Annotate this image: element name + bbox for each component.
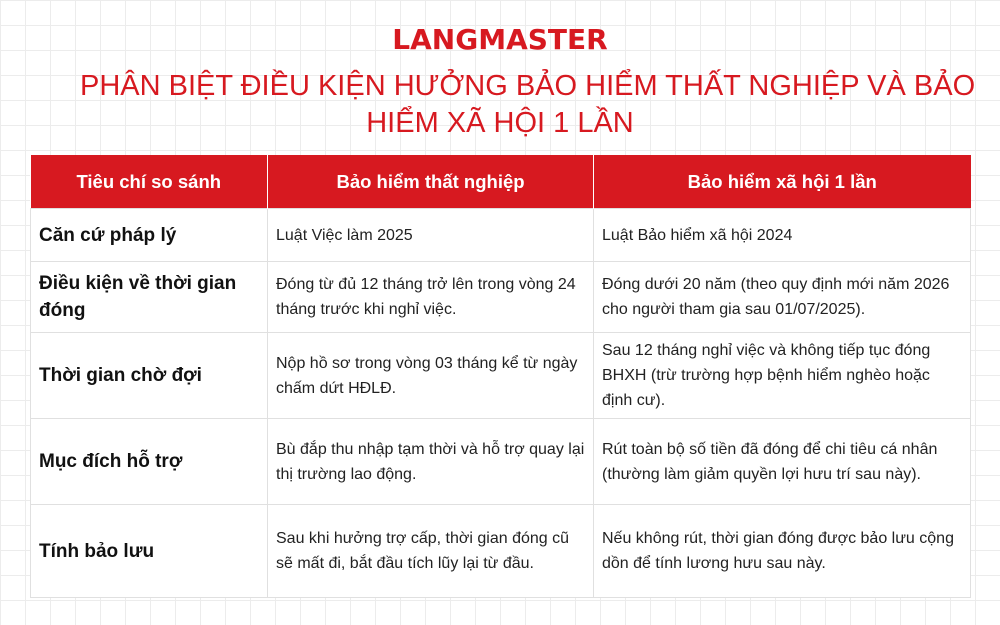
table-row — [31, 209, 971, 262]
row-unemployment-cell: Bù đắp thu nhập tạm thời và hỗ trợ quay lại thị trường lao động. — [268, 419, 594, 505]
row-one-time-cell: Rút toàn bộ số tiền đã đóng để chi tiêu cá nhân (thường làm giảm quyền lợi hưu trí sau này). — [594, 419, 971, 505]
row-one-time-cell: Sau 12 tháng nghỉ việc và không tiếp tục đóng BHXH (trừ trường hợp bệnh hiểm nghèo hoặc định cư). — [594, 333, 971, 419]
page-title-line-2: HIỂM XÃ HỘI 1 LẦN — [366, 107, 634, 139]
row-unemployment-cell: Đóng từ đủ 12 tháng trở lên trong vòng 24 tháng trước khi nghỉ việc. — [268, 262, 594, 333]
row-unemployment-cell: Luật Việc làm 2025 — [268, 209, 594, 262]
row-criterion: Căn cứ pháp lý — [31, 209, 268, 262]
row-one-time-cell: Nếu không rút, thời gian đóng được bảo lưu cộng dồn để tính lương hưu sau này. — [594, 505, 971, 598]
table-header-row — [31, 155, 971, 209]
row-criterion: Thời gian chờ đợi — [31, 333, 268, 419]
row-one-time-cell: Đóng dưới 20 năm (theo quy định mới năm 2026 cho người tham gia sau 01/07/2025). — [594, 262, 971, 333]
brand-logo: LANGMASTER — [392, 23, 608, 56]
header-unemployment-insurance: Bảo hiểm thất nghiệp — [268, 155, 594, 209]
comparison-table — [30, 155, 971, 598]
page-title — [80, 68, 976, 142]
table-row — [31, 505, 971, 598]
row-criterion: Điều kiện về thời gian đóng — [31, 262, 268, 333]
table-row — [31, 333, 971, 419]
header-criterion: Tiêu chí so sánh — [31, 155, 268, 209]
page-title-line-1: PHÂN BIỆT ĐIỀU KIỆN HƯỞNG BẢO HIỂM THẤT NGHIỆP VÀ BẢO — [80, 70, 976, 102]
row-unemployment-cell: Nộp hồ sơ trong vòng 03 tháng kể từ ngày chấm dứt HĐLĐ. — [268, 333, 594, 419]
row-one-time-cell: Luật Bảo hiểm xã hội 2024 — [594, 209, 971, 262]
table-row — [31, 419, 971, 505]
row-unemployment-cell: Sau khi hưởng trợ cấp, thời gian đóng cũ sẽ mất đi, bắt đầu tích lũy lại từ đầu. — [268, 505, 594, 598]
table-row — [31, 262, 971, 333]
header-one-time-social-insurance: Bảo hiểm xã hội 1 lần — [594, 155, 971, 209]
row-criterion: Tính bảo lưu — [31, 505, 268, 598]
row-criterion: Mục đích hỗ trợ — [31, 419, 268, 505]
